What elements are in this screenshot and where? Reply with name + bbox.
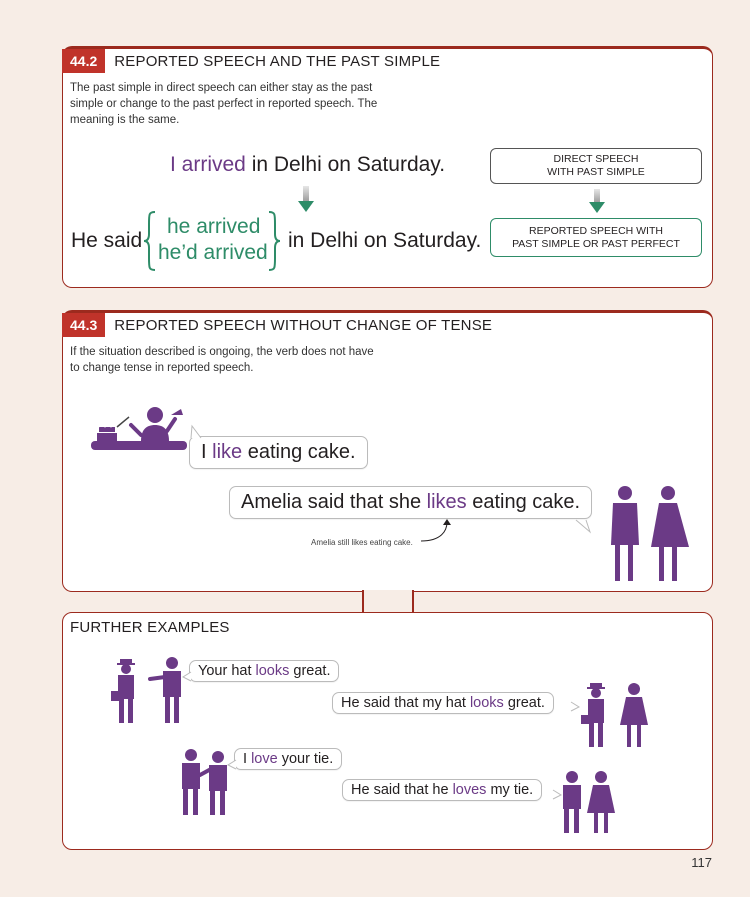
section-header xyxy=(63,49,440,73)
two-women-icon xyxy=(603,485,695,583)
direct-rest: in Delhi on Saturday. xyxy=(245,153,446,176)
speech-bubble-reported xyxy=(229,486,592,519)
bubble-verb: looks xyxy=(469,695,504,711)
right-brace-icon xyxy=(267,210,281,272)
bubble-verb: love xyxy=(251,751,278,767)
bubble-text: great. xyxy=(289,663,331,679)
example-bubble-1 xyxy=(189,660,339,682)
speech-bubble-direct xyxy=(189,436,368,469)
man-and-woman-icon xyxy=(558,769,618,835)
bubble-verb: looks xyxy=(255,663,290,679)
man-with-hat-and-woman-icon xyxy=(580,681,650,751)
section-44-2-panel xyxy=(62,46,713,288)
direct-verb: I arrived xyxy=(170,153,246,176)
section-intro: If the situation described is ongoing, the verb does not have to change tense in reported speech. xyxy=(70,346,374,374)
arrow-down-icon xyxy=(298,186,314,216)
reported-start: He said xyxy=(71,229,143,252)
bubble-text: great. xyxy=(503,695,545,711)
bubble-text: Amelia said that she xyxy=(241,491,427,513)
bubble-text: I xyxy=(201,441,213,463)
section-44-3-panel xyxy=(62,310,713,592)
bubble-tail xyxy=(576,520,592,534)
further-examples-panel xyxy=(62,612,713,850)
label-direct-speech: DIRECT SPEECH WITH PAST SIMPLE xyxy=(490,148,702,184)
section-number: 44.2 xyxy=(62,49,105,73)
label-reported-speech: REPORTED SPEECH WITH PAST SIMPLE OR PAST PERFECT xyxy=(490,218,702,257)
bubble-tail xyxy=(189,426,203,438)
option-past-simple: he arrived xyxy=(167,215,261,238)
direct-speech-sentence xyxy=(170,153,445,177)
bubble-verb: loves xyxy=(452,782,487,798)
section-header xyxy=(63,313,492,337)
panel-connector xyxy=(362,590,414,614)
bubble-text: eating cake. xyxy=(242,441,356,463)
bubble-text: my tie. xyxy=(486,782,534,798)
section-intro: The past simple in direct speech can either stay as the past simple or change to the past perfect in reported speech. The meaning is the same. xyxy=(70,82,378,126)
reported-end: in Delhi on Saturday. xyxy=(288,229,482,252)
bubble-text: He said that he xyxy=(351,782,453,798)
bubble-text: your tie. xyxy=(277,751,334,767)
man-with-hat-and-man-icon xyxy=(110,657,186,725)
example-bubble-2 xyxy=(332,692,554,714)
left-brace-icon xyxy=(143,210,157,272)
bubble-text: eating cake. xyxy=(466,491,581,513)
bubble-verb: like xyxy=(212,441,243,463)
bubble-tail xyxy=(228,759,238,771)
annotation-note: Amelia still likes eating cake. xyxy=(311,538,413,547)
section-title: REPORTED SPEECH AND THE PAST SIMPLE xyxy=(114,52,441,70)
curved-arrow-icon xyxy=(413,519,453,547)
example-bubble-4 xyxy=(342,779,542,801)
section-title: REPORTED SPEECH WITHOUT CHANGE OF TENSE xyxy=(114,316,493,334)
bubble-text: Your hat xyxy=(198,663,256,679)
section-number: 44.3 xyxy=(62,313,105,337)
two-men-icon xyxy=(178,747,234,817)
bubble-text: I xyxy=(243,751,252,767)
further-examples-title: FURTHER EXAMPLES xyxy=(70,619,230,636)
bubble-tail xyxy=(569,701,579,713)
woman-eating-cake-icon xyxy=(87,405,192,457)
bubble-verb: likes xyxy=(426,491,467,513)
arrow-down-icon xyxy=(589,189,605,217)
page-number: 117 xyxy=(691,855,712,870)
example-bubble-3 xyxy=(234,748,342,770)
bubble-text: He said that my hat xyxy=(341,695,470,711)
bubble-tail xyxy=(183,671,193,683)
option-past-perfect: he’d arrived xyxy=(158,241,268,264)
